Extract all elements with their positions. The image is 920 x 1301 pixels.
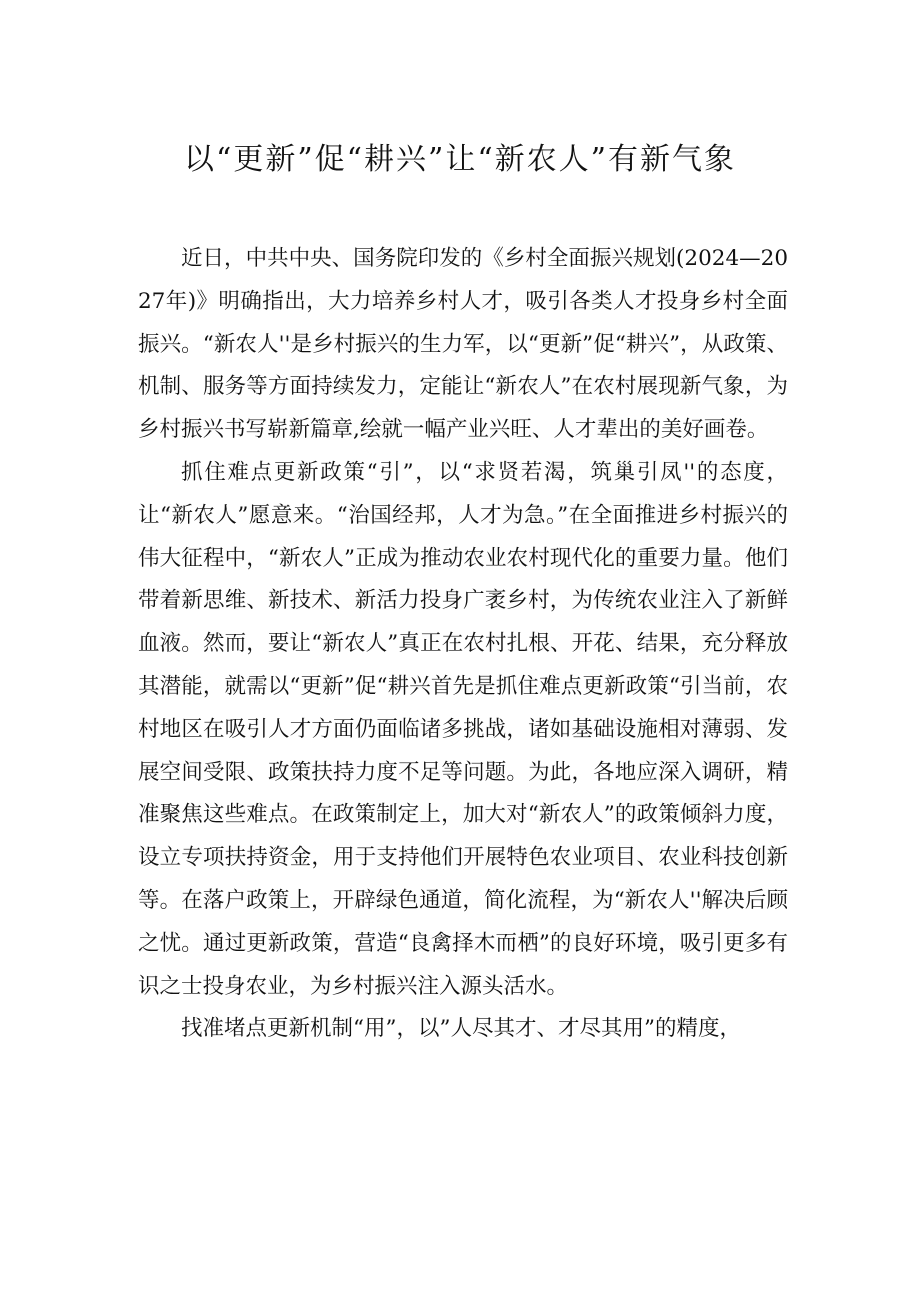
- document-title: 以“更新”促“耕兴”让“新农人”有新气象: [183, 142, 737, 177]
- document-body: [138, 238, 788, 1051]
- paragraph-1: 近日，中共中央、国务院印发的《乡村全面振兴规划(2024—2027年)》明确指出，大力培养乡村人才，吸引各类人才投身乡村全面振兴。“新农人''是乡村振兴的生力军，以“更新”促“耕兴”，从政策、机制、服务等方面持续发力，定能让“新农人”在农村展现新气象，为乡村振兴书写崭新篇章,绘就一幅产业兴旺、人才辈出的美好画卷。: [138, 246, 788, 443]
- paragraph-3: 找准堵点更新机制“用”，以”人尽其才、才尽其用”的精度，: [181, 1016, 741, 1042]
- paragraph-2: 抓住难点更新政策“引”，以“求贤若渴，筑巢引凤''的态度，让“新农人”愿意来。“治国经邦，人才为急。”在全面推进乡村振兴的伟大征程中，“新农人”正成为推动农业农村现代化的重要力量。他们带着新思维、新技术、新活力投身广袤乡村，为传统农业注入了新鲜血液。然而，要让“新农人”真正在农村扎根、开花、结果，充分释放其潜能，就需以“更新”促“耕兴首先是抓住难点更新政策“引当前，农村地区在吸引人才方面仍面临诸多挑战，诸如基础设施相对薄弱、发展空间受限、政策扶持力度不足等问题。为此，各地应深入调研，精准聚焦这些难点。在政策制定上，加大对“新农人”的政策倾斜力度，设立专项扶持资金，用于支持他们开展特色农业项目、农业科技创新等。在落户政策上，开辟绿色通道，简化流程，为“新农人''解决后顾之忧。通过更新政策，营造“良禽择木而栖”的良好环境，吸引更多有识之士投身农业，为乡村振兴注入源头活水。: [138, 459, 788, 999]
